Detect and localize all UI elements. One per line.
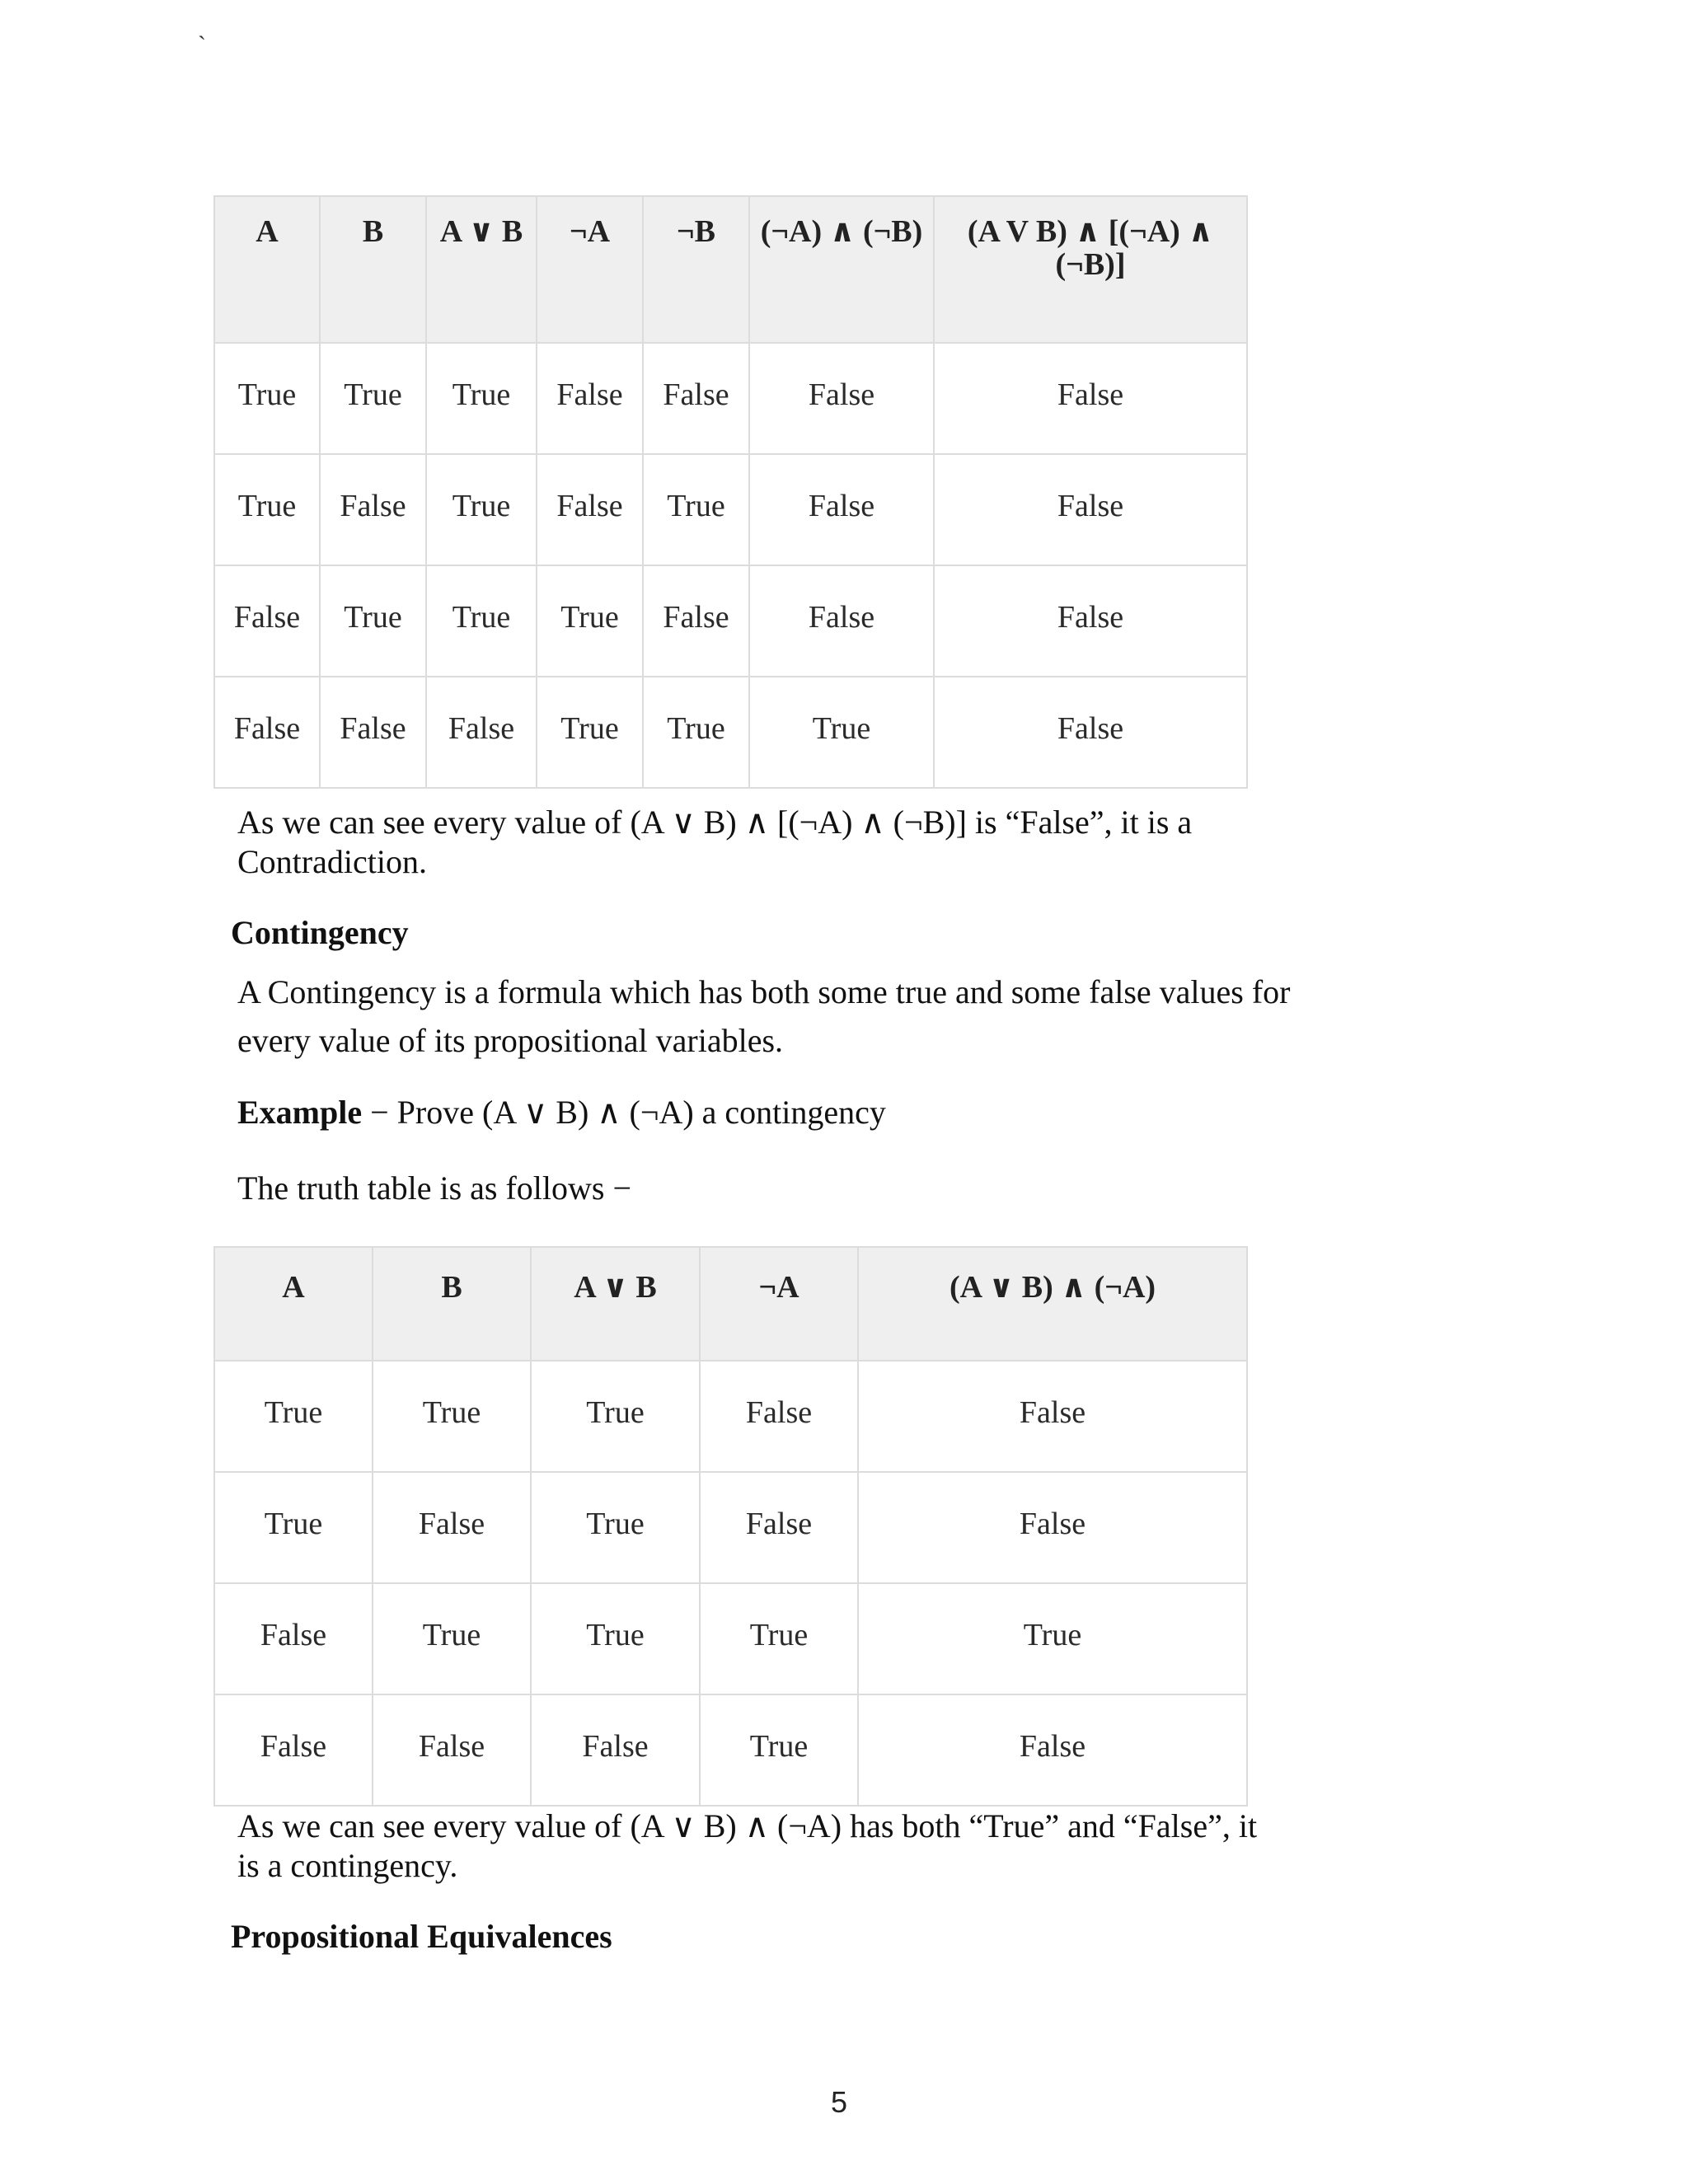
page-number: 5 xyxy=(830,2085,848,2119)
table-cell: True xyxy=(426,343,537,454)
contingency-truth-table xyxy=(213,1246,1248,1807)
table-cell: False xyxy=(531,1694,700,1806)
header-cell: (A V B) ∧ [(¬A) ∧ (¬B)] xyxy=(934,196,1247,343)
table-cell: False xyxy=(934,565,1247,677)
table-cell: True xyxy=(426,454,537,565)
table-cell: True xyxy=(700,1694,858,1806)
table-cell: True xyxy=(749,677,934,788)
table-cell: True xyxy=(214,343,320,454)
contingency-heading: Contingency xyxy=(231,914,409,951)
table-cell: True xyxy=(537,565,643,677)
table-cell: True xyxy=(531,1583,700,1694)
contingency-note: As we can see every value of (A ∨ B) ∧ (¬A) has both “True” and “False”, it is a contingency. xyxy=(237,1807,1258,1884)
table-cell: False xyxy=(214,1583,373,1694)
table-cell: True xyxy=(531,1472,700,1583)
header-cell: A xyxy=(214,1247,373,1361)
example-line xyxy=(237,1093,1391,1132)
table-cell: False xyxy=(749,454,934,565)
table-cell: True xyxy=(531,1361,700,1472)
table-row xyxy=(214,1472,1247,1583)
table-cell: False xyxy=(934,343,1247,454)
table-cell: True xyxy=(320,343,426,454)
table-cell: False xyxy=(214,1694,373,1806)
header-cell: (¬A) ∧ (¬B) xyxy=(749,196,934,343)
table-cell: False xyxy=(934,454,1247,565)
table-cell: False xyxy=(749,343,934,454)
table-cell: False xyxy=(320,677,426,788)
table-cell: True xyxy=(373,1583,531,1694)
corner-mark: ` xyxy=(198,31,206,59)
table-cell: False xyxy=(643,565,749,677)
header-cell: ¬A xyxy=(700,1247,858,1361)
header-cell: (A ∨ B) ∧ (¬A) xyxy=(858,1247,1247,1361)
header-cell: A ∨ B xyxy=(531,1247,700,1361)
table-cell: True xyxy=(214,454,320,565)
table-cell: False xyxy=(858,1472,1247,1583)
table-cell: False xyxy=(858,1694,1247,1806)
table-cell: True xyxy=(643,677,749,788)
contradiction-note: As we can see every value of (A ∨ B) ∧ [(¬A) ∧ (¬B)] is “False”, it is a Contradiction. xyxy=(237,804,1193,880)
contingency-definition: A Contingency is a formula which has both some true and some false values for every value of its propositional variables. xyxy=(237,973,1291,1059)
table-cell: False xyxy=(749,565,934,677)
header-cell: B xyxy=(320,196,426,343)
table-cell: False xyxy=(214,565,320,677)
table-cell: False xyxy=(320,454,426,565)
example-label: Example xyxy=(237,1094,363,1131)
header-cell: A xyxy=(214,196,320,343)
table-row xyxy=(214,1694,1247,1806)
table-row xyxy=(214,565,1247,677)
table-cell: True xyxy=(700,1583,858,1694)
table-row xyxy=(214,343,1247,454)
header-cell: A ∨ B xyxy=(426,196,537,343)
table-cell: False xyxy=(858,1361,1247,1472)
table-cell: False xyxy=(934,677,1247,788)
table-cell: False xyxy=(537,343,643,454)
example-text: − Prove (A ∨ B) ∧ (¬A) a contingency xyxy=(362,1094,886,1131)
table-cell: True xyxy=(426,565,537,677)
table-row xyxy=(214,1361,1247,1472)
table-cell: False xyxy=(373,1472,531,1583)
table-row xyxy=(214,1583,1247,1694)
table-header-row xyxy=(214,196,1247,343)
table-cell: True xyxy=(373,1361,531,1472)
header-cell: ¬B xyxy=(643,196,749,343)
table-cell: False xyxy=(373,1694,531,1806)
header-cell: ¬A xyxy=(537,196,643,343)
table-row xyxy=(214,454,1247,565)
table-cell: True xyxy=(537,677,643,788)
table-cell: False xyxy=(214,677,320,788)
table-cell: True xyxy=(320,565,426,677)
table-cell: False xyxy=(643,343,749,454)
table-cell: True xyxy=(858,1583,1247,1694)
table-cell: True xyxy=(214,1361,373,1472)
table-cell: True xyxy=(643,454,749,565)
table-cell: False xyxy=(426,677,537,788)
table-header-row xyxy=(214,1247,1247,1361)
propositional-equivalences-heading: Propositional Equivalences xyxy=(231,1918,612,1955)
table-cell: False xyxy=(537,454,643,565)
truth-table-intro: The truth table is as follows − xyxy=(237,1169,632,1207)
table-cell: False xyxy=(700,1361,858,1472)
table-row xyxy=(214,677,1247,788)
table-cell: True xyxy=(214,1472,373,1583)
table-cell: False xyxy=(700,1472,858,1583)
header-cell: B xyxy=(373,1247,531,1361)
contradiction-truth-table xyxy=(213,195,1248,789)
